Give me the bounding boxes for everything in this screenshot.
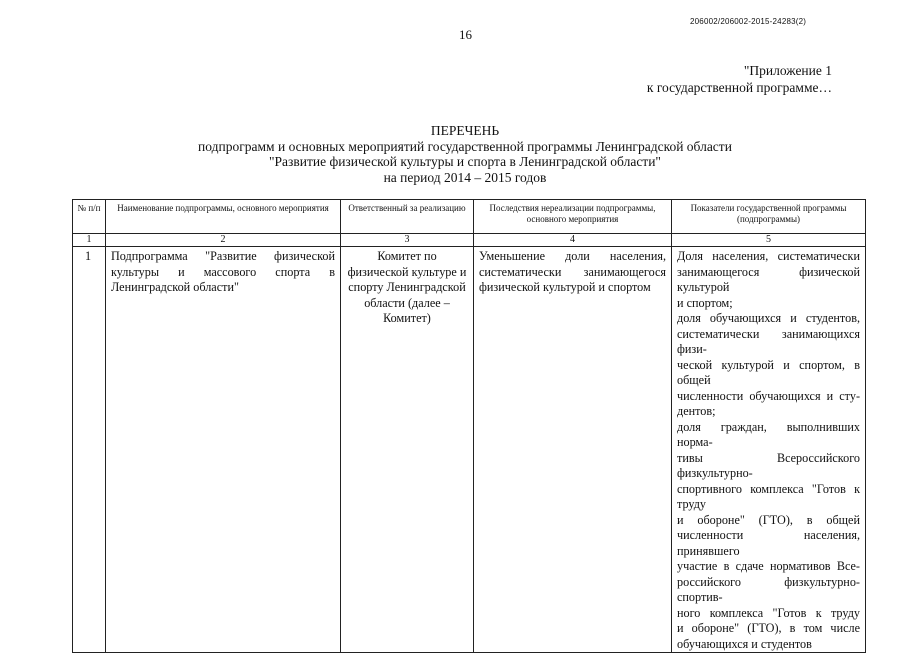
header-consequences: Последствия нереализации подпрограммы, основного мероприятия [474, 200, 672, 234]
indicator-line: доля обучающихся и студентов, [677, 311, 860, 325]
appendix-line-2: к государственной программе… [646, 80, 832, 95]
indicator-line: численности населения, принявшего [677, 528, 860, 558]
indicator-line: тивы Всероссийского физкультурно- [677, 450, 860, 480]
indicator-line: ческой культурой и спортом, в общей [677, 357, 860, 387]
indicator-line: занимающегося физической культурой [677, 264, 860, 294]
table-header-row [73, 200, 866, 234]
indicator-line: и обороне" (ГТО), в том числе [677, 621, 860, 635]
title-heading: ПЕРЕЧЕНЬ [430, 123, 500, 138]
indicator-line: систематически занимающихся физи- [677, 326, 860, 356]
column-number: 2 [106, 234, 341, 247]
appendix-caption [647, 62, 832, 96]
indicator-line: Доля населения, систематически [677, 249, 860, 263]
indicator-line: дентов; [677, 404, 716, 418]
appendix-line-1: "Приложение 1 [743, 63, 832, 78]
indicator-line: российского физкультурно-спортив- [677, 574, 860, 604]
header-responsible: Ответственный за реализацию [341, 200, 474, 234]
document-title [110, 123, 820, 185]
header-name: Наименование подпрограммы, основного мероприятия [106, 200, 341, 234]
subprogram-name: Подпрограмма "Развитие физической культуры и массового спорта в Ленинградской области" [106, 247, 341, 653]
indicator-line: ного комплекса "Готов к труду [677, 605, 860, 620]
column-number: 3 [341, 234, 474, 247]
indicator-line: и спортом; [677, 295, 733, 310]
title-subtitle-2: "Развитие физической культуры и спорта в Ленинградской области" [269, 154, 661, 169]
indicator-line: и обороне" (ГТО), в общей [677, 512, 860, 527]
header-indicators: Показатели государственной программы (подпрограммы) [672, 200, 866, 234]
column-number: 5 [672, 234, 866, 247]
column-number-row [73, 234, 866, 247]
responsible-body: Комитет по физической культуре и спорту Ленинградской области (далее – Комитет) [341, 247, 474, 653]
table-row [73, 247, 866, 653]
indicator-line: численности обучающихся и сту- [677, 388, 860, 403]
non-implementation-consequences: Уменьшение доли населения, систематически занимающегося физической культурой и спортом [474, 247, 672, 653]
row-number: 1 [73, 247, 106, 653]
indicator-line: обучающихся и студентов [677, 636, 812, 651]
indicator-line: доля граждан, выполнивших норма- [677, 419, 860, 449]
title-period: на период 2014 – 2015 годов [383, 169, 547, 185]
page-number: 16 [459, 27, 472, 42]
title-subtitle-1: подпрограмм и основных мероприятий государственной программы Ленинградской области [198, 138, 732, 154]
column-number: 1 [73, 234, 106, 247]
subprograms-table [72, 199, 866, 653]
document-code: 206002/206002-2015-24283(2) [690, 17, 807, 26]
column-number: 4 [474, 234, 672, 247]
program-indicators [672, 247, 866, 653]
indicator-line: спортивного комплекса "Готов к труду [677, 481, 860, 511]
header-number: № п/п [73, 200, 106, 234]
indicator-line: участие в сдаче нормативов Все- [677, 559, 860, 573]
